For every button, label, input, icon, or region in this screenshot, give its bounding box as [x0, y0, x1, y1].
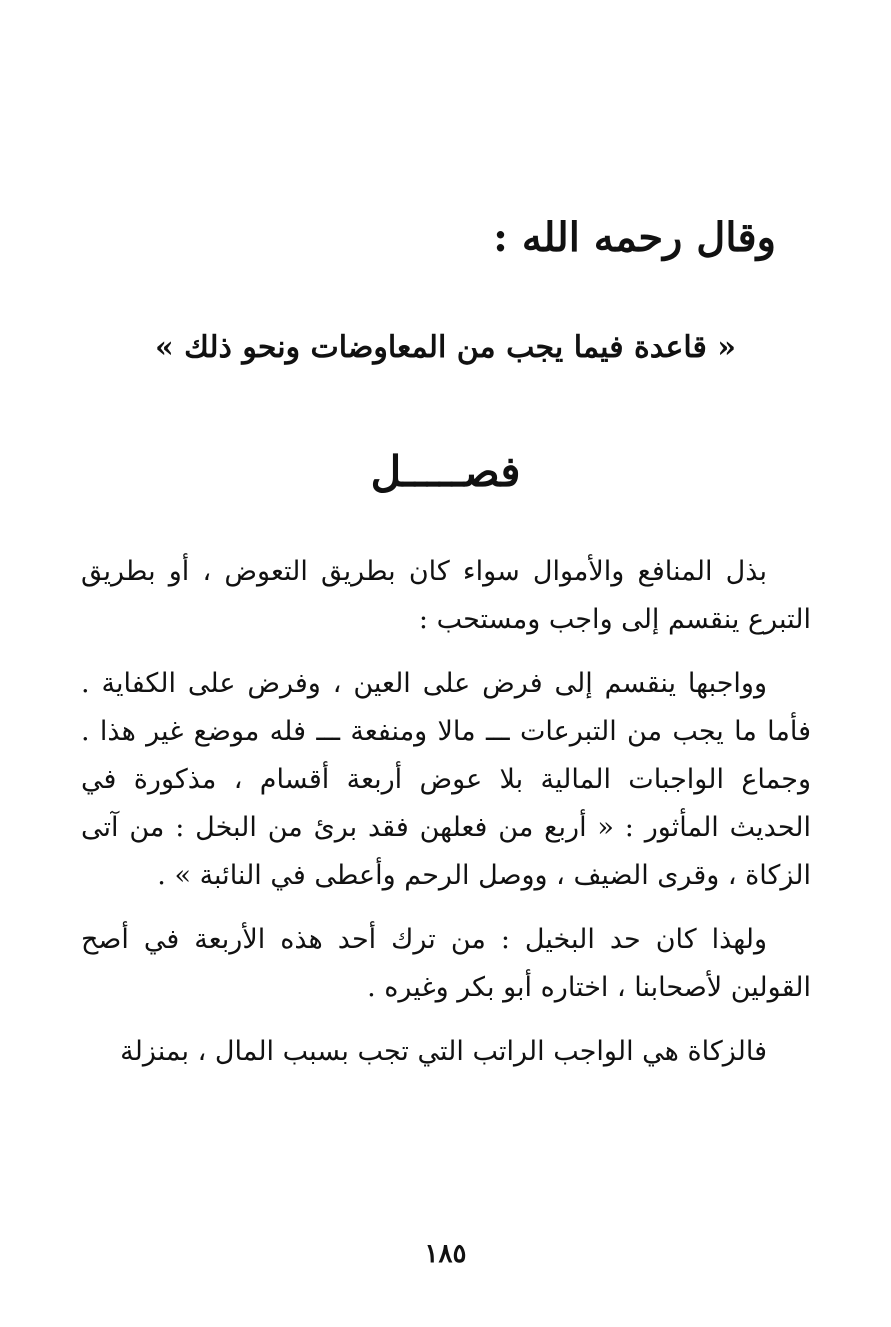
opening-statement: وقال رحمه الله :	[493, 214, 776, 261]
body-text	[81, 548, 811, 1092]
paragraph-2: وواجبها ينقسم إلى فرض على العين ، وفرض على الكفاية . فأما ما يجب من التبرعات ـــ مالا ومنفعة ـــ فله موضع غير هذا . وجماع الواجبات المالية بلا عوض أربعة أقسام ، مذكورة في الحديث المأثور : « أربع من فعلهن فقد برئ من البخل : من آتى الزكاة ، وقرى الضيف ، ووصل الرحم وأعطى في النائبة » .	[81, 668, 811, 891]
section-heading: فصـــــل	[370, 447, 521, 496]
paragraph-1: بذل المنافع والأموال سواء كان بطريق التعوض ، أو بطريق التبرع ينقسم إلى واجب ومستحب :	[81, 556, 811, 635]
page-number: ١٨٥	[424, 1239, 467, 1269]
paragraph-4: فالزكاة هي الواجب الراتب التي تجب بسبب المال ، بمنزلة	[120, 1036, 767, 1067]
paragraph-3: ولهذا كان حد البخيل : من ترك أحد هذه الأربعة في أصح القولين لأصحابنا ، اختاره أبو بكر وغيره .	[81, 924, 811, 1003]
rule-title: « قاعدة فيما يجب من المعاوضات ونحو ذلك »	[154, 330, 737, 365]
